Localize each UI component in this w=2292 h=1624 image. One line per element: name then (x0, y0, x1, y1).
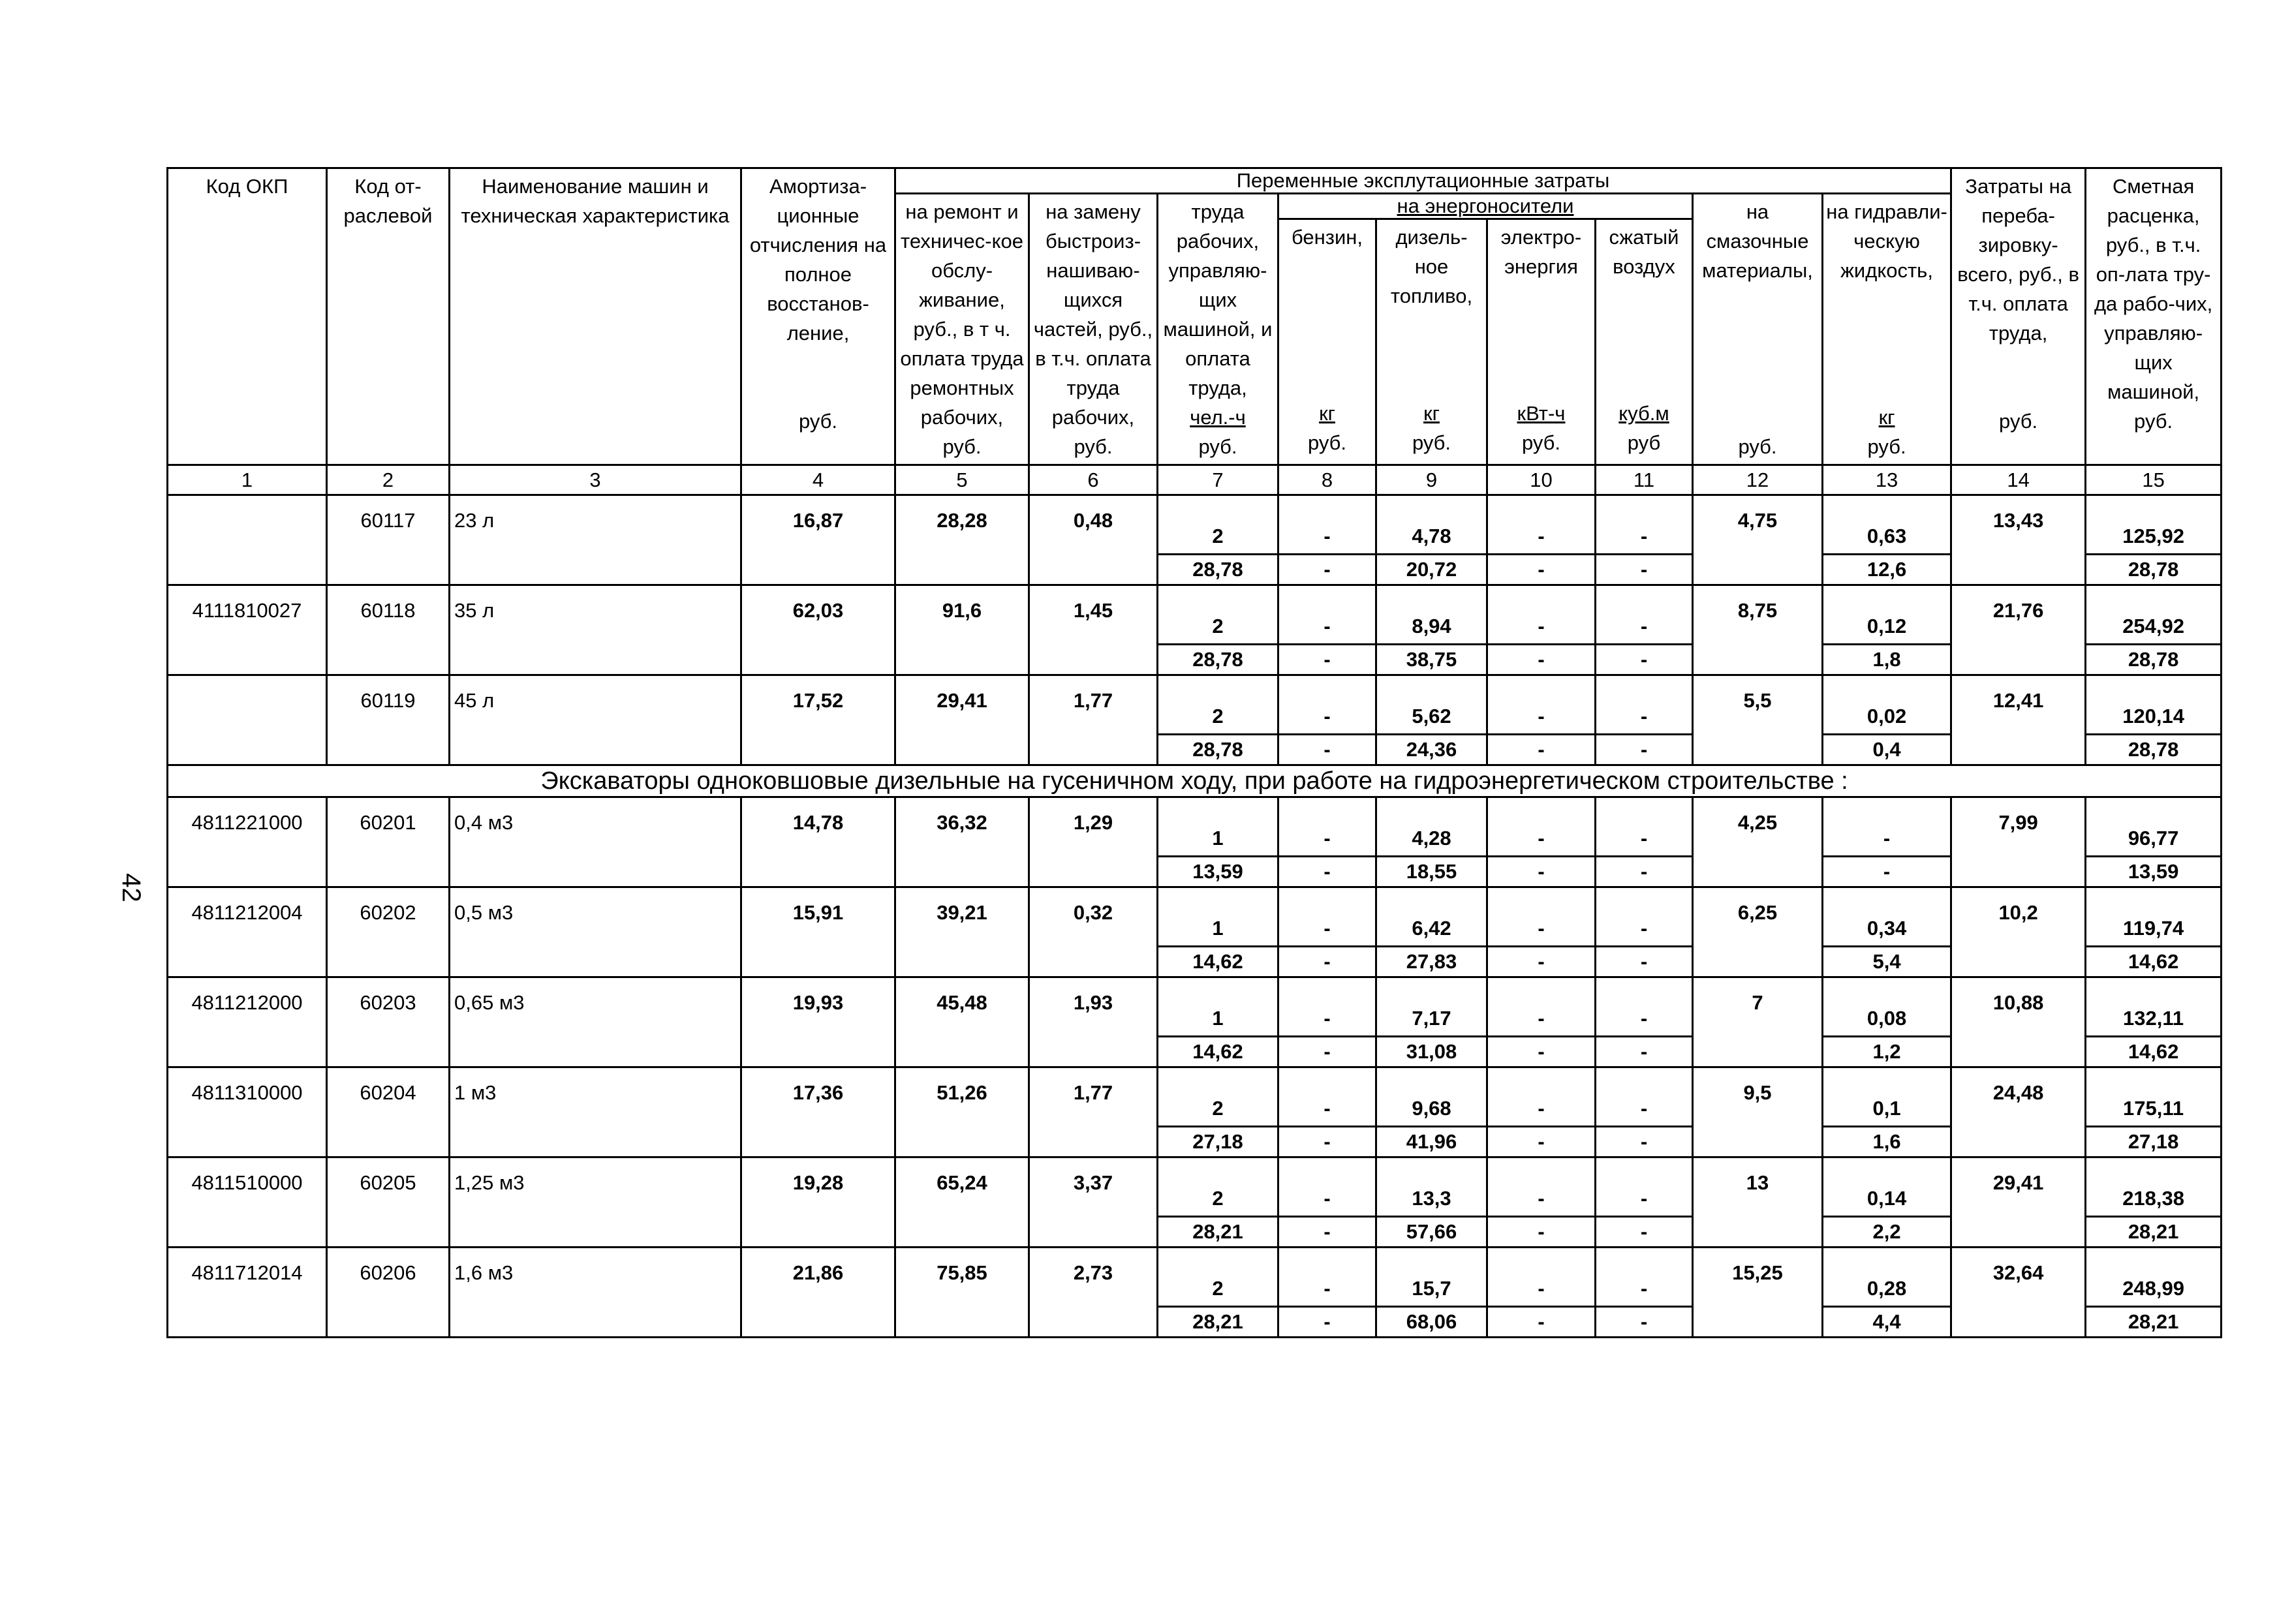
labor-cell-second: 27,18 (1158, 1127, 1278, 1157)
diesel-cell-second: 38,75 (1376, 645, 1487, 675)
relocation-cell: 32,64 (1951, 1248, 2086, 1338)
gasoline-cell-second: - (1278, 857, 1376, 887)
column-number: 2 (327, 465, 450, 495)
repair-cell: 39,21 (895, 887, 1029, 977)
electricity-cell-second: - (1487, 555, 1596, 585)
lubricants-cell: 5,5 (1693, 675, 1823, 765)
branch-code-cell: 60201 (327, 797, 450, 887)
relocation-cell: 10,88 (1951, 977, 2086, 1067)
gasoline-cell-second: - (1278, 1127, 1376, 1157)
hydraulic-cell-second: 12,6 (1823, 555, 1951, 585)
labor-cell-second: 14,62 (1158, 947, 1278, 977)
gasoline-cell: - (1278, 1067, 1376, 1127)
diesel-cell-second: 27,83 (1376, 947, 1487, 977)
estimated-rate-cell-second: 28,78 (2086, 735, 2222, 765)
gasoline-cell-second: - (1278, 735, 1376, 765)
hydraulic-cell-second: 5,4 (1823, 947, 1951, 977)
hydraulic-cell-second: 2,2 (1823, 1217, 1951, 1248)
header-labor-unit1: чел.-ч (1190, 406, 1246, 429)
electricity-cell: - (1487, 495, 1596, 555)
compressed-air-cell: - (1596, 495, 1693, 555)
header-labor-text: труда рабочих, управляю-щих машиной, и оплата труда, (1163, 200, 1273, 399)
diesel-cell: 8,94 (1376, 585, 1487, 645)
table-body-group-b (168, 797, 2222, 1338)
compressed-air-cell: - (1596, 1067, 1693, 1127)
lubricants-cell: 8,75 (1693, 585, 1823, 675)
branch-code-cell: 60204 (327, 1067, 450, 1157)
diesel-cell-second: 41,96 (1376, 1127, 1487, 1157)
diesel-cell-second: 57,66 (1376, 1217, 1487, 1248)
parts-cell: 1,93 (1029, 977, 1158, 1067)
labor-cell-second: 28,21 (1158, 1217, 1278, 1248)
machine-name-cell: 35 л (450, 585, 741, 675)
machine-name-cell: 1,25 м3 (450, 1157, 741, 1248)
header-compressed-air-text: сжатый воздух (1609, 226, 1679, 278)
diesel-cell-second: 68,06 (1376, 1307, 1487, 1338)
header-diesel (1376, 219, 1487, 465)
machine-name-cell: 0,65 м3 (450, 977, 741, 1067)
column-numbers-row (168, 465, 2222, 495)
labor-cell-second: 13,59 (1158, 857, 1278, 887)
labor-cell-second: 28,78 (1158, 645, 1278, 675)
electricity-cell-second: - (1487, 735, 1596, 765)
branch-code-cell: 60202 (327, 887, 450, 977)
okp-code-cell: 4811221000 (168, 797, 327, 887)
header-amortization-unit: руб. (798, 410, 838, 433)
okp-code-cell (168, 675, 327, 765)
table-row (168, 977, 2222, 1037)
header-parts (1029, 194, 1158, 465)
okp-code-cell: 4811212000 (168, 977, 327, 1067)
compressed-air-cell-second: - (1596, 1307, 1693, 1338)
labor-cell: 1 (1158, 977, 1278, 1037)
compressed-air-cell-second: - (1596, 555, 1693, 585)
hydraulic-cell-second: 1,2 (1823, 1037, 1951, 1067)
rates-table-sheet (166, 167, 2222, 1338)
parts-cell: 3,37 (1029, 1157, 1158, 1248)
header-labor-unit2: руб. (1198, 435, 1237, 458)
electricity-cell: - (1487, 887, 1596, 947)
table-header (168, 168, 2222, 495)
gasoline-cell: - (1278, 797, 1376, 857)
repair-cell: 65,24 (895, 1157, 1029, 1248)
repair-cell: 45,48 (895, 977, 1029, 1067)
header-gasoline-unit2: руб. (1307, 431, 1347, 454)
column-number: 3 (450, 465, 741, 495)
okp-code-cell (168, 495, 327, 585)
diesel-cell-second: 18,55 (1376, 857, 1487, 887)
machine-name-cell: 0,5 м3 (450, 887, 741, 977)
repair-cell: 51,26 (895, 1067, 1029, 1157)
labor-cell: 2 (1158, 1157, 1278, 1217)
column-number: 5 (895, 465, 1029, 495)
labor-cell: 1 (1158, 797, 1278, 857)
header-hydraulic-unit1: кг (1878, 406, 1895, 429)
machine-rates-table (166, 167, 2222, 1338)
header-lubricants-unit: руб. (1738, 435, 1777, 458)
estimated-rate-cell-second: 14,62 (2086, 947, 2222, 977)
header-diesel-text: дизель-ное топливо, (1390, 226, 1473, 307)
parts-cell: 1,77 (1029, 675, 1158, 765)
parts-cell: 1,45 (1029, 585, 1158, 675)
relocation-cell: 29,41 (1951, 1157, 2086, 1248)
hydraulic-cell-second: 1,8 (1823, 645, 1951, 675)
branch-code-cell: 60117 (327, 495, 450, 585)
header-relocation-text: Затраты на переба-зировку-всего, руб., в т.ч. оплата труда, (1957, 175, 2079, 345)
labor-cell: 2 (1158, 1067, 1278, 1127)
compressed-air-cell: - (1596, 887, 1693, 947)
header-energy (1278, 194, 1693, 219)
hydraulic-cell: 0,08 (1823, 977, 1951, 1037)
okp-code-cell: 4111810027 (168, 585, 327, 675)
branch-code-cell: 60206 (327, 1248, 450, 1338)
header-diesel-unit1: кг (1423, 402, 1440, 425)
compressed-air-cell-second: - (1596, 947, 1693, 977)
column-number: 12 (1693, 465, 1823, 495)
relocation-cell: 12,41 (1951, 675, 2086, 765)
estimated-rate-cell: 254,92 (2086, 585, 2222, 645)
okp-code-cell: 4811510000 (168, 1157, 327, 1248)
column-number: 6 (1029, 465, 1158, 495)
diesel-cell: 9,68 (1376, 1067, 1487, 1127)
hydraulic-cell: 0,28 (1823, 1248, 1951, 1307)
compressed-air-cell: - (1596, 1248, 1693, 1307)
parts-cell: 1,29 (1029, 797, 1158, 887)
compressed-air-cell-second: - (1596, 735, 1693, 765)
header-electricity (1487, 219, 1596, 465)
electricity-cell-second: - (1487, 1307, 1596, 1338)
gasoline-cell: - (1278, 675, 1376, 735)
diesel-cell: 4,28 (1376, 797, 1487, 857)
header-amortization-text: Амортиза-ционные отчисления на полное восстанов-ление, (749, 175, 887, 345)
electricity-cell-second: - (1487, 1217, 1596, 1248)
lubricants-cell: 9,5 (1693, 1067, 1823, 1157)
header-parts-text: на замену быстроиз-нашиваю-щихся частей, руб., в т.ч. оплата труда рабочих, (1033, 200, 1153, 429)
relocation-cell: 21,76 (1951, 585, 2086, 675)
electricity-cell: - (1487, 797, 1596, 857)
estimated-rate-cell: 248,99 (2086, 1248, 2222, 1307)
diesel-cell: 4,78 (1376, 495, 1487, 555)
repair-cell: 75,85 (895, 1248, 1029, 1338)
branch-code-cell: 60205 (327, 1157, 450, 1248)
estimated-rate-cell-second: 28,78 (2086, 555, 2222, 585)
parts-cell: 2,73 (1029, 1248, 1158, 1338)
header-labor (1158, 194, 1278, 465)
compressed-air-cell-second: - (1596, 857, 1693, 887)
gasoline-cell-second: - (1278, 947, 1376, 977)
diesel-cell-second: 31,08 (1376, 1037, 1487, 1067)
gasoline-cell: - (1278, 495, 1376, 555)
labor-cell-second: 28,21 (1158, 1307, 1278, 1338)
column-number: 7 (1158, 465, 1278, 495)
labor-cell: 2 (1158, 585, 1278, 645)
hydraulic-cell: - (1823, 797, 1951, 857)
compressed-air-cell: - (1596, 977, 1693, 1037)
estimated-rate-cell: 120,14 (2086, 675, 2222, 735)
okp-code-cell: 4811310000 (168, 1067, 327, 1157)
column-number: 11 (1596, 465, 1693, 495)
electricity-cell-second: - (1487, 947, 1596, 977)
gasoline-cell-second: - (1278, 1037, 1376, 1067)
header-lubricants-text: на смазочные материалы, (1702, 200, 1813, 282)
header-variable-costs: Переменные эксплутационные затраты (895, 168, 1951, 194)
estimated-rate-cell-second: 14,62 (2086, 1037, 2222, 1067)
page-number: 42 (116, 873, 146, 902)
amortization-cell: 17,36 (741, 1067, 895, 1157)
header-electricity-text: электро-энергия (1500, 226, 1582, 278)
electricity-cell: - (1487, 1157, 1596, 1217)
machine-name-cell: 23 л (450, 495, 741, 585)
estimated-rate-cell: 132,11 (2086, 977, 2222, 1037)
hydraulic-cell: 0,12 (1823, 585, 1951, 645)
header-compressed-air (1596, 219, 1693, 465)
header-gasoline-unit1: кг (1319, 402, 1335, 425)
header-electricity-unit1: кВт-ч (1517, 402, 1566, 425)
amortization-cell: 15,91 (741, 887, 895, 977)
header-repair-unit: руб. (942, 435, 982, 458)
gasoline-cell-second: - (1278, 1307, 1376, 1338)
column-number: 9 (1376, 465, 1487, 495)
compressed-air-cell: - (1596, 797, 1693, 857)
hydraulic-cell: 0,63 (1823, 495, 1951, 555)
header-okp-code: Код ОКП (168, 168, 327, 465)
table-row (168, 495, 2222, 555)
compressed-air-cell: - (1596, 585, 1693, 645)
header-compressed-air-unit1: куб.м (1618, 402, 1669, 425)
gasoline-cell-second: - (1278, 1217, 1376, 1248)
header-parts-unit: руб. (1074, 435, 1113, 458)
header-lubricants (1693, 194, 1823, 465)
machine-name-cell: 1 м3 (450, 1067, 741, 1157)
branch-code-cell: 60118 (327, 585, 450, 675)
header-diesel-unit2: руб. (1412, 431, 1451, 454)
hydraulic-cell-second: 1,6 (1823, 1127, 1951, 1157)
amortization-cell: 62,03 (741, 585, 895, 675)
lubricants-cell: 13 (1693, 1157, 1823, 1248)
diesel-cell: 15,7 (1376, 1248, 1487, 1307)
machine-name-cell: 1,6 м3 (450, 1248, 741, 1338)
lubricants-cell: 7 (1693, 977, 1823, 1067)
estimated-rate-cell-second: 28,21 (2086, 1307, 2222, 1338)
amortization-cell: 17,52 (741, 675, 895, 765)
gasoline-cell: - (1278, 887, 1376, 947)
hydraulic-cell: 0,34 (1823, 887, 1951, 947)
repair-cell: 36,32 (895, 797, 1029, 887)
electricity-cell: - (1487, 675, 1596, 735)
section-title: Экскаваторы одноковшовые дизельные на гусеничном ходу, при работе на гидроэнергетическом строительстве : (168, 765, 2222, 797)
estimated-rate-cell-second: 27,18 (2086, 1127, 2222, 1157)
relocation-cell: 24,48 (1951, 1067, 2086, 1157)
lubricants-cell: 4,25 (1693, 797, 1823, 887)
estimated-rate-cell-second: 28,78 (2086, 645, 2222, 675)
header-repair (895, 194, 1029, 465)
gasoline-cell: - (1278, 585, 1376, 645)
estimated-rate-cell: 96,77 (2086, 797, 2222, 857)
machine-name-cell: 0,4 м3 (450, 797, 741, 887)
header-estimated-rate-unit: руб. (2134, 410, 2173, 433)
amortization-cell: 19,28 (741, 1157, 895, 1248)
header-estimated-rate-text: Сметная расценка, руб., в т.ч. оп-лата тру-да рабо-чих, управляю-щих машиной, (2094, 175, 2213, 403)
table-row (168, 675, 2222, 735)
labor-cell: 2 (1158, 1248, 1278, 1307)
header-machine-name: Наименование машин и техническая характеристика (450, 168, 741, 465)
relocation-cell: 10,2 (1951, 887, 2086, 977)
estimated-rate-cell-second: 28,21 (2086, 1217, 2222, 1248)
compressed-air-cell-second: - (1596, 1217, 1693, 1248)
electricity-cell-second: - (1487, 1127, 1596, 1157)
diesel-cell: 7,17 (1376, 977, 1487, 1037)
compressed-air-cell: - (1596, 675, 1693, 735)
branch-code-cell: 60119 (327, 675, 450, 765)
gasoline-cell: - (1278, 1248, 1376, 1307)
column-number: 10 (1487, 465, 1596, 495)
relocation-cell: 7,99 (1951, 797, 2086, 887)
relocation-cell: 13,43 (1951, 495, 2086, 585)
header-relocation-unit: руб. (1999, 410, 2038, 433)
parts-cell: 0,32 (1029, 887, 1158, 977)
compressed-air-cell-second: - (1596, 645, 1693, 675)
table-row (168, 585, 2222, 645)
header-hydraulic-text: на гидравли-ческую жидкость, (1826, 200, 1947, 282)
machine-name-cell: 45 л (450, 675, 741, 765)
header-repair-text: на ремонт и техничес-кое обслу-живание, руб., в т ч. оплата труда ремонтных рабочих, (900, 200, 1024, 429)
compressed-air-cell-second: - (1596, 1127, 1693, 1157)
lubricants-cell: 4,75 (1693, 495, 1823, 585)
column-number: 1 (168, 465, 327, 495)
labor-cell: 2 (1158, 495, 1278, 555)
electricity-cell: - (1487, 977, 1596, 1037)
table-row (168, 797, 2222, 857)
header-hydraulic (1823, 194, 1951, 465)
okp-code-cell: 4811712014 (168, 1248, 327, 1338)
labor-cell-second: 28,78 (1158, 735, 1278, 765)
estimated-rate-cell-second: 13,59 (2086, 857, 2222, 887)
header-gasoline (1278, 219, 1376, 465)
estimated-rate-cell: 218,38 (2086, 1157, 2222, 1217)
table-row (168, 1067, 2222, 1127)
header-hydraulic-unit2: руб. (1867, 435, 1906, 458)
gasoline-cell: - (1278, 1157, 1376, 1217)
hydraulic-cell-second: 4,4 (1823, 1307, 1951, 1338)
header-gasoline-text: бензин, (1291, 226, 1363, 249)
gasoline-cell: - (1278, 977, 1376, 1037)
hydraulic-cell: 0,14 (1823, 1157, 1951, 1217)
repair-cell: 28,28 (895, 495, 1029, 585)
labor-cell: 2 (1158, 675, 1278, 735)
electricity-cell-second: - (1487, 857, 1596, 887)
header-compressed-air-unit2: руб (1627, 431, 1661, 454)
amortization-cell: 19,93 (741, 977, 895, 1067)
gasoline-cell-second: - (1278, 645, 1376, 675)
amortization-cell: 14,78 (741, 797, 895, 887)
table-row (168, 1248, 2222, 1307)
table-row (168, 1157, 2222, 1217)
column-number: 8 (1278, 465, 1376, 495)
header-estimated-rate (2086, 168, 2222, 465)
diesel-cell: 6,42 (1376, 887, 1487, 947)
compressed-air-cell: - (1596, 1157, 1693, 1217)
repair-cell: 91,6 (895, 585, 1029, 675)
diesel-cell-second: 20,72 (1376, 555, 1487, 585)
header-relocation (1951, 168, 2086, 465)
column-number: 15 (2086, 465, 2222, 495)
header-electricity-unit2: руб. (1521, 431, 1561, 454)
estimated-rate-cell: 119,74 (2086, 887, 2222, 947)
okp-code-cell: 4811212004 (168, 887, 327, 977)
hydraulic-cell-second: - (1823, 857, 1951, 887)
column-number: 4 (741, 465, 895, 495)
electricity-cell-second: - (1487, 645, 1596, 675)
estimated-rate-cell: 175,11 (2086, 1067, 2222, 1127)
lubricants-cell: 15,25 (1693, 1248, 1823, 1338)
lubricants-cell: 6,25 (1693, 887, 1823, 977)
repair-cell: 29,41 (895, 675, 1029, 765)
hydraulic-cell: 0,02 (1823, 675, 1951, 735)
electricity-cell-second: - (1487, 1037, 1596, 1067)
estimated-rate-cell: 125,92 (2086, 495, 2222, 555)
diesel-cell-second: 24,36 (1376, 735, 1487, 765)
amortization-cell: 16,87 (741, 495, 895, 585)
electricity-cell: - (1487, 1067, 1596, 1127)
labor-cell: 1 (1158, 887, 1278, 947)
diesel-cell: 5,62 (1376, 675, 1487, 735)
parts-cell: 1,77 (1029, 1067, 1158, 1157)
table-body-group-a (168, 495, 2222, 765)
header-amortization (741, 168, 895, 465)
electricity-cell: - (1487, 1248, 1596, 1307)
header-branch-code: Код от-раслевой (327, 168, 450, 465)
hydraulic-cell: 0,1 (1823, 1067, 1951, 1127)
parts-cell: 0,48 (1029, 495, 1158, 585)
compressed-air-cell-second: - (1596, 1037, 1693, 1067)
column-number: 14 (1951, 465, 2086, 495)
diesel-cell: 13,3 (1376, 1157, 1487, 1217)
electricity-cell: - (1487, 585, 1596, 645)
column-number: 13 (1823, 465, 1951, 495)
gasoline-cell-second: - (1278, 555, 1376, 585)
table-row (168, 887, 2222, 947)
branch-code-cell: 60203 (327, 977, 450, 1067)
amortization-cell: 21,86 (741, 1248, 895, 1338)
header-energy-text: на энергоносители (1397, 194, 1574, 217)
labor-cell-second: 28,78 (1158, 555, 1278, 585)
hydraulic-cell-second: 0,4 (1823, 735, 1951, 765)
labor-cell-second: 14,62 (1158, 1037, 1278, 1067)
